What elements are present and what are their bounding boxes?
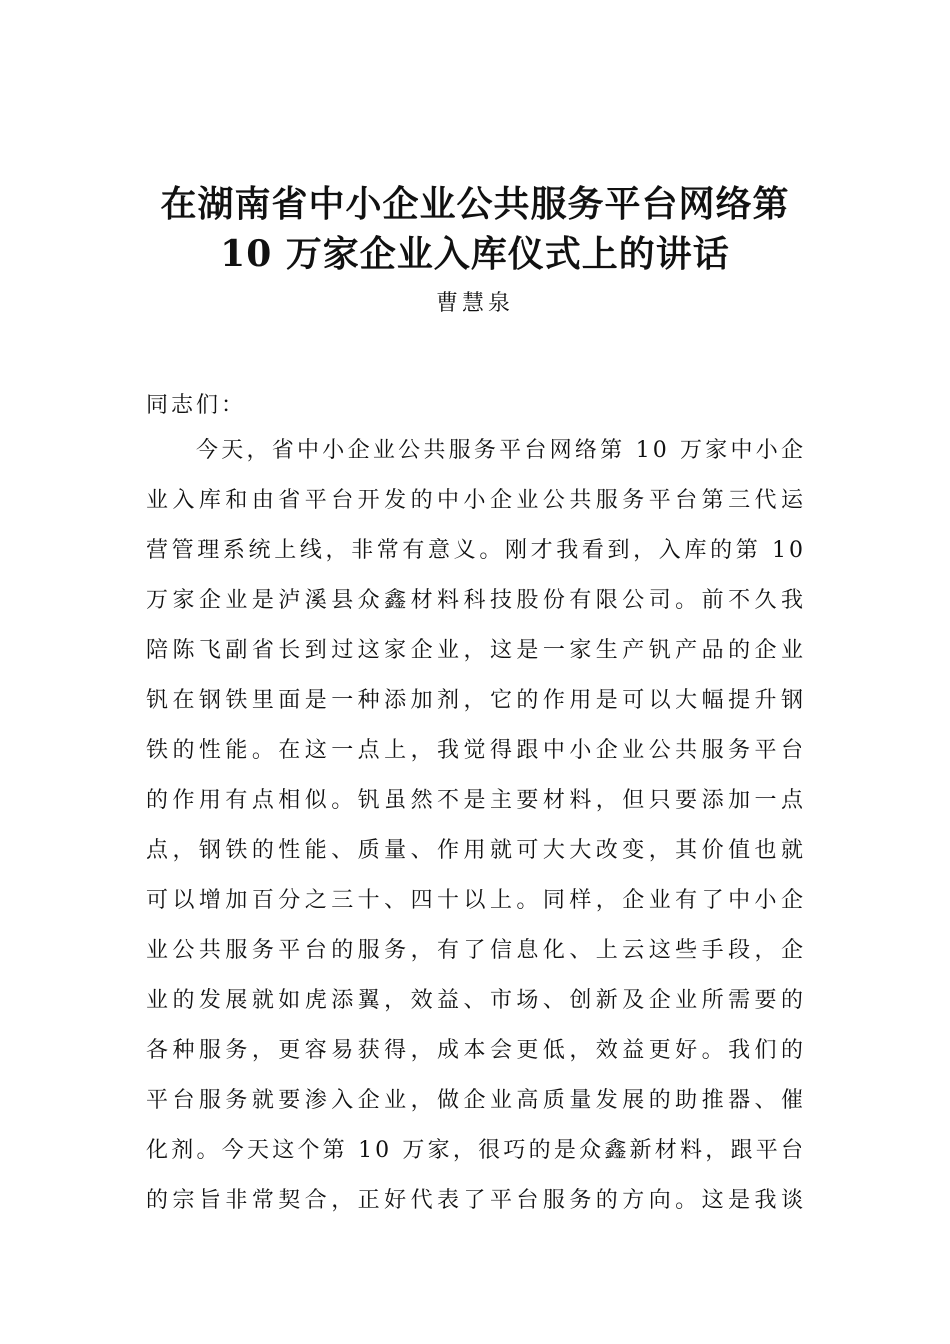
body-line: 万家企业是泸溪县众鑫材料科技股份有限公司。前不久我	[146, 588, 806, 613]
document-title-line-1: 在湖南省中小企业公共服务平台网络第	[160, 183, 790, 225]
body-line: 陪陈飞副省长到过这家企业，这是一家生产钒产品的企业	[146, 638, 806, 663]
body-line: 化剂。今天这个第 10 万家，很巧的是众鑫新材料，跟平台	[146, 1138, 806, 1163]
body-line: 平台服务就要渗入企业，做企业高质量发展的助推器、催	[146, 1088, 806, 1113]
body-line: 业的发展就如虎添翼，效益、市场、创新及企业所需要的	[146, 988, 806, 1013]
body-line: 铁的性能。在这一点上，我觉得跟中小企业公共服务平台	[146, 738, 806, 763]
body-line: 的作用有点相似。钒虽然不是主要材料，但只要添加一点	[146, 788, 806, 813]
body-line: 营管理系统上线，非常有意义。刚才我看到，入库的第 10	[146, 538, 806, 563]
body-line: 业公共服务平台的服务，有了信息化、上云这些手段，企	[146, 938, 806, 963]
body-line: 可以增加百分之三十、四十以上。同样，企业有了中小企	[146, 888, 806, 913]
speech-body	[146, 436, 806, 1236]
body-line: 今天，省中小企业公共服务平台网络第 10 万家中小企	[196, 438, 806, 463]
greeting: 同志们：	[146, 393, 247, 418]
document-title-line-2: 10 万家企业入库仪式上的讲话	[220, 233, 730, 275]
body-line: 钒在钢铁里面是一种添加剂，它的作用是可以大幅提升钢	[146, 688, 806, 713]
body-line: 的宗旨非常契合，正好代表了平台服务的方向。这是我谈	[146, 1188, 806, 1213]
body-line: 业入库和由省平台开发的中小企业公共服务平台第三代运	[146, 488, 806, 513]
body-line: 点，钢铁的性能、质量、作用就可大大改变，其价值也就	[146, 838, 806, 863]
body-line: 各种服务，更容易获得，成本会更低，效益更好。我们的	[146, 1038, 806, 1063]
author-name: 曹慧泉	[435, 291, 514, 316]
